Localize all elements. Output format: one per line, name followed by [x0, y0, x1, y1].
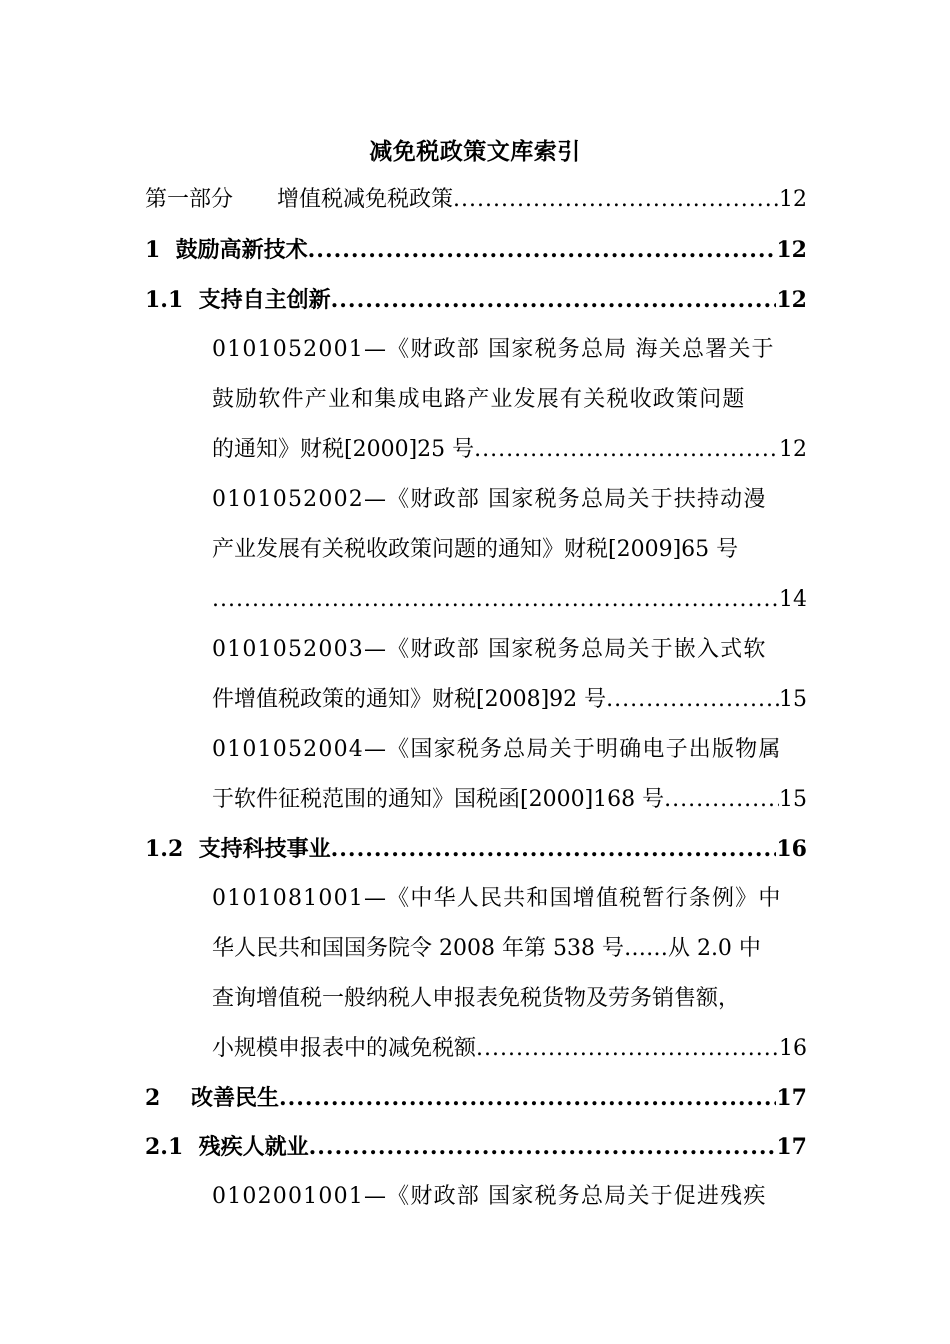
- toc-section-1-page: 12: [776, 237, 807, 263]
- toc-section-1-2-label: 1.2 支持科技事业: [145, 836, 331, 862]
- toc-leader-dots: [606, 680, 779, 720]
- toc-entry-1[interactable]: [212, 430, 807, 470]
- toc-section-2-1-page: 17: [776, 1134, 807, 1160]
- toc-entry-3-line-2: 件增值税政策的通知》财税[2008]92 号: [212, 687, 607, 712]
- toc-leader-dots: [474, 430, 779, 470]
- toc-entry-3[interactable]: [212, 680, 807, 720]
- toc-section-2-1-label: 2.1 残疾人就业: [145, 1134, 309, 1160]
- toc-entry-2-line-1[interactable]: 0101052002—《财政部 国家税务总局关于扶持动漫: [212, 487, 767, 512]
- toc-section-2-label: 2 改善民生: [145, 1085, 279, 1111]
- toc-entry-6-line-1[interactable]: 0102001001—《财政部 国家税务总局关于促进残疾: [212, 1184, 767, 1209]
- toc-section-1-1-label: 1.1 支持自主创新: [145, 287, 331, 313]
- toc-entry-5[interactable]: [212, 1029, 807, 1069]
- toc-leader-dots: [453, 180, 779, 220]
- toc-entry-2-line-2[interactable]: 产业发展有关税收政策问题的通知》财税[2009]65 号: [212, 537, 739, 562]
- toc-entry-4-page: 15: [779, 787, 807, 812]
- toc-entry-4-line-1[interactable]: 0101052004—《国家税务总局关于明确电子出版物属: [212, 737, 782, 762]
- toc-section-1[interactable]: [145, 230, 807, 270]
- toc-entry-5-page: 16: [779, 1036, 807, 1061]
- toc-section-2-1[interactable]: [145, 1127, 807, 1167]
- toc-entry-1-line-3: 的通知》财税[2000]25 号: [212, 437, 475, 462]
- toc-section-1-2[interactable]: [145, 829, 807, 869]
- toc-entry-1-page: 12: [779, 437, 807, 462]
- toc-section-1-label: 1 鼓励高新技术: [145, 237, 308, 263]
- toc-part-1[interactable]: [145, 180, 807, 220]
- toc-entry-5-line-3[interactable]: 查询增值税一般纳税人申报表免税货物及劳务销售额，: [212, 986, 741, 1011]
- toc-leader-dots: [331, 280, 777, 320]
- toc-leader-dots: [212, 580, 779, 620]
- toc-section-2[interactable]: [145, 1078, 807, 1118]
- toc-entry-5-line-2[interactable]: 华人民共和国国务院令 2008 年第 538 号……从 2.0 中: [212, 936, 761, 961]
- toc-leader-dots: [331, 829, 777, 869]
- toc-entry-5-line-1[interactable]: 0101081001—《中华人民共和国增值税暂行条例》中: [212, 886, 782, 911]
- toc-entry-4[interactable]: [212, 780, 807, 820]
- toc-entry-3-page: 15: [779, 687, 807, 712]
- toc-section-1-1-page: 12: [776, 287, 807, 313]
- toc-section-1-1[interactable]: [145, 280, 807, 320]
- toc-entry-2-page: 14: [779, 587, 807, 612]
- toc-section-2-page: 17: [776, 1085, 807, 1111]
- toc-part-1-page: 12: [779, 187, 807, 212]
- toc-leader-dots: [664, 780, 779, 820]
- toc-entry-4-line-2: 于软件征税范围的通知》国税函[2000]168 号: [212, 787, 665, 812]
- toc-leader-dots: [279, 1078, 776, 1118]
- toc-section-1-2-page: 16: [776, 836, 807, 862]
- toc-leader-dots: [308, 230, 777, 270]
- document-title: 减免税政策文库索引: [369, 138, 581, 165]
- toc-leader-dots: [309, 1127, 777, 1167]
- toc-part-1-label: 第一部分 增值税减免税政策: [145, 187, 454, 212]
- toc-entry-2[interactable]: [212, 580, 807, 620]
- toc-entry-3-line-1[interactable]: 0101052003—《财政部 国家税务总局关于嵌入式软: [212, 637, 767, 662]
- toc-entry-5-line-4: 小规模申报表中的减免税额: [212, 1036, 477, 1061]
- toc-leader-dots: [476, 1029, 779, 1069]
- toc-entry-1-line-1[interactable]: 0101052001—《财政部 国家税务总局 海关总署关于: [212, 337, 775, 362]
- toc-entry-1-line-2[interactable]: 鼓励软件产业和集成电路产业发展有关税收政策问题: [212, 387, 746, 412]
